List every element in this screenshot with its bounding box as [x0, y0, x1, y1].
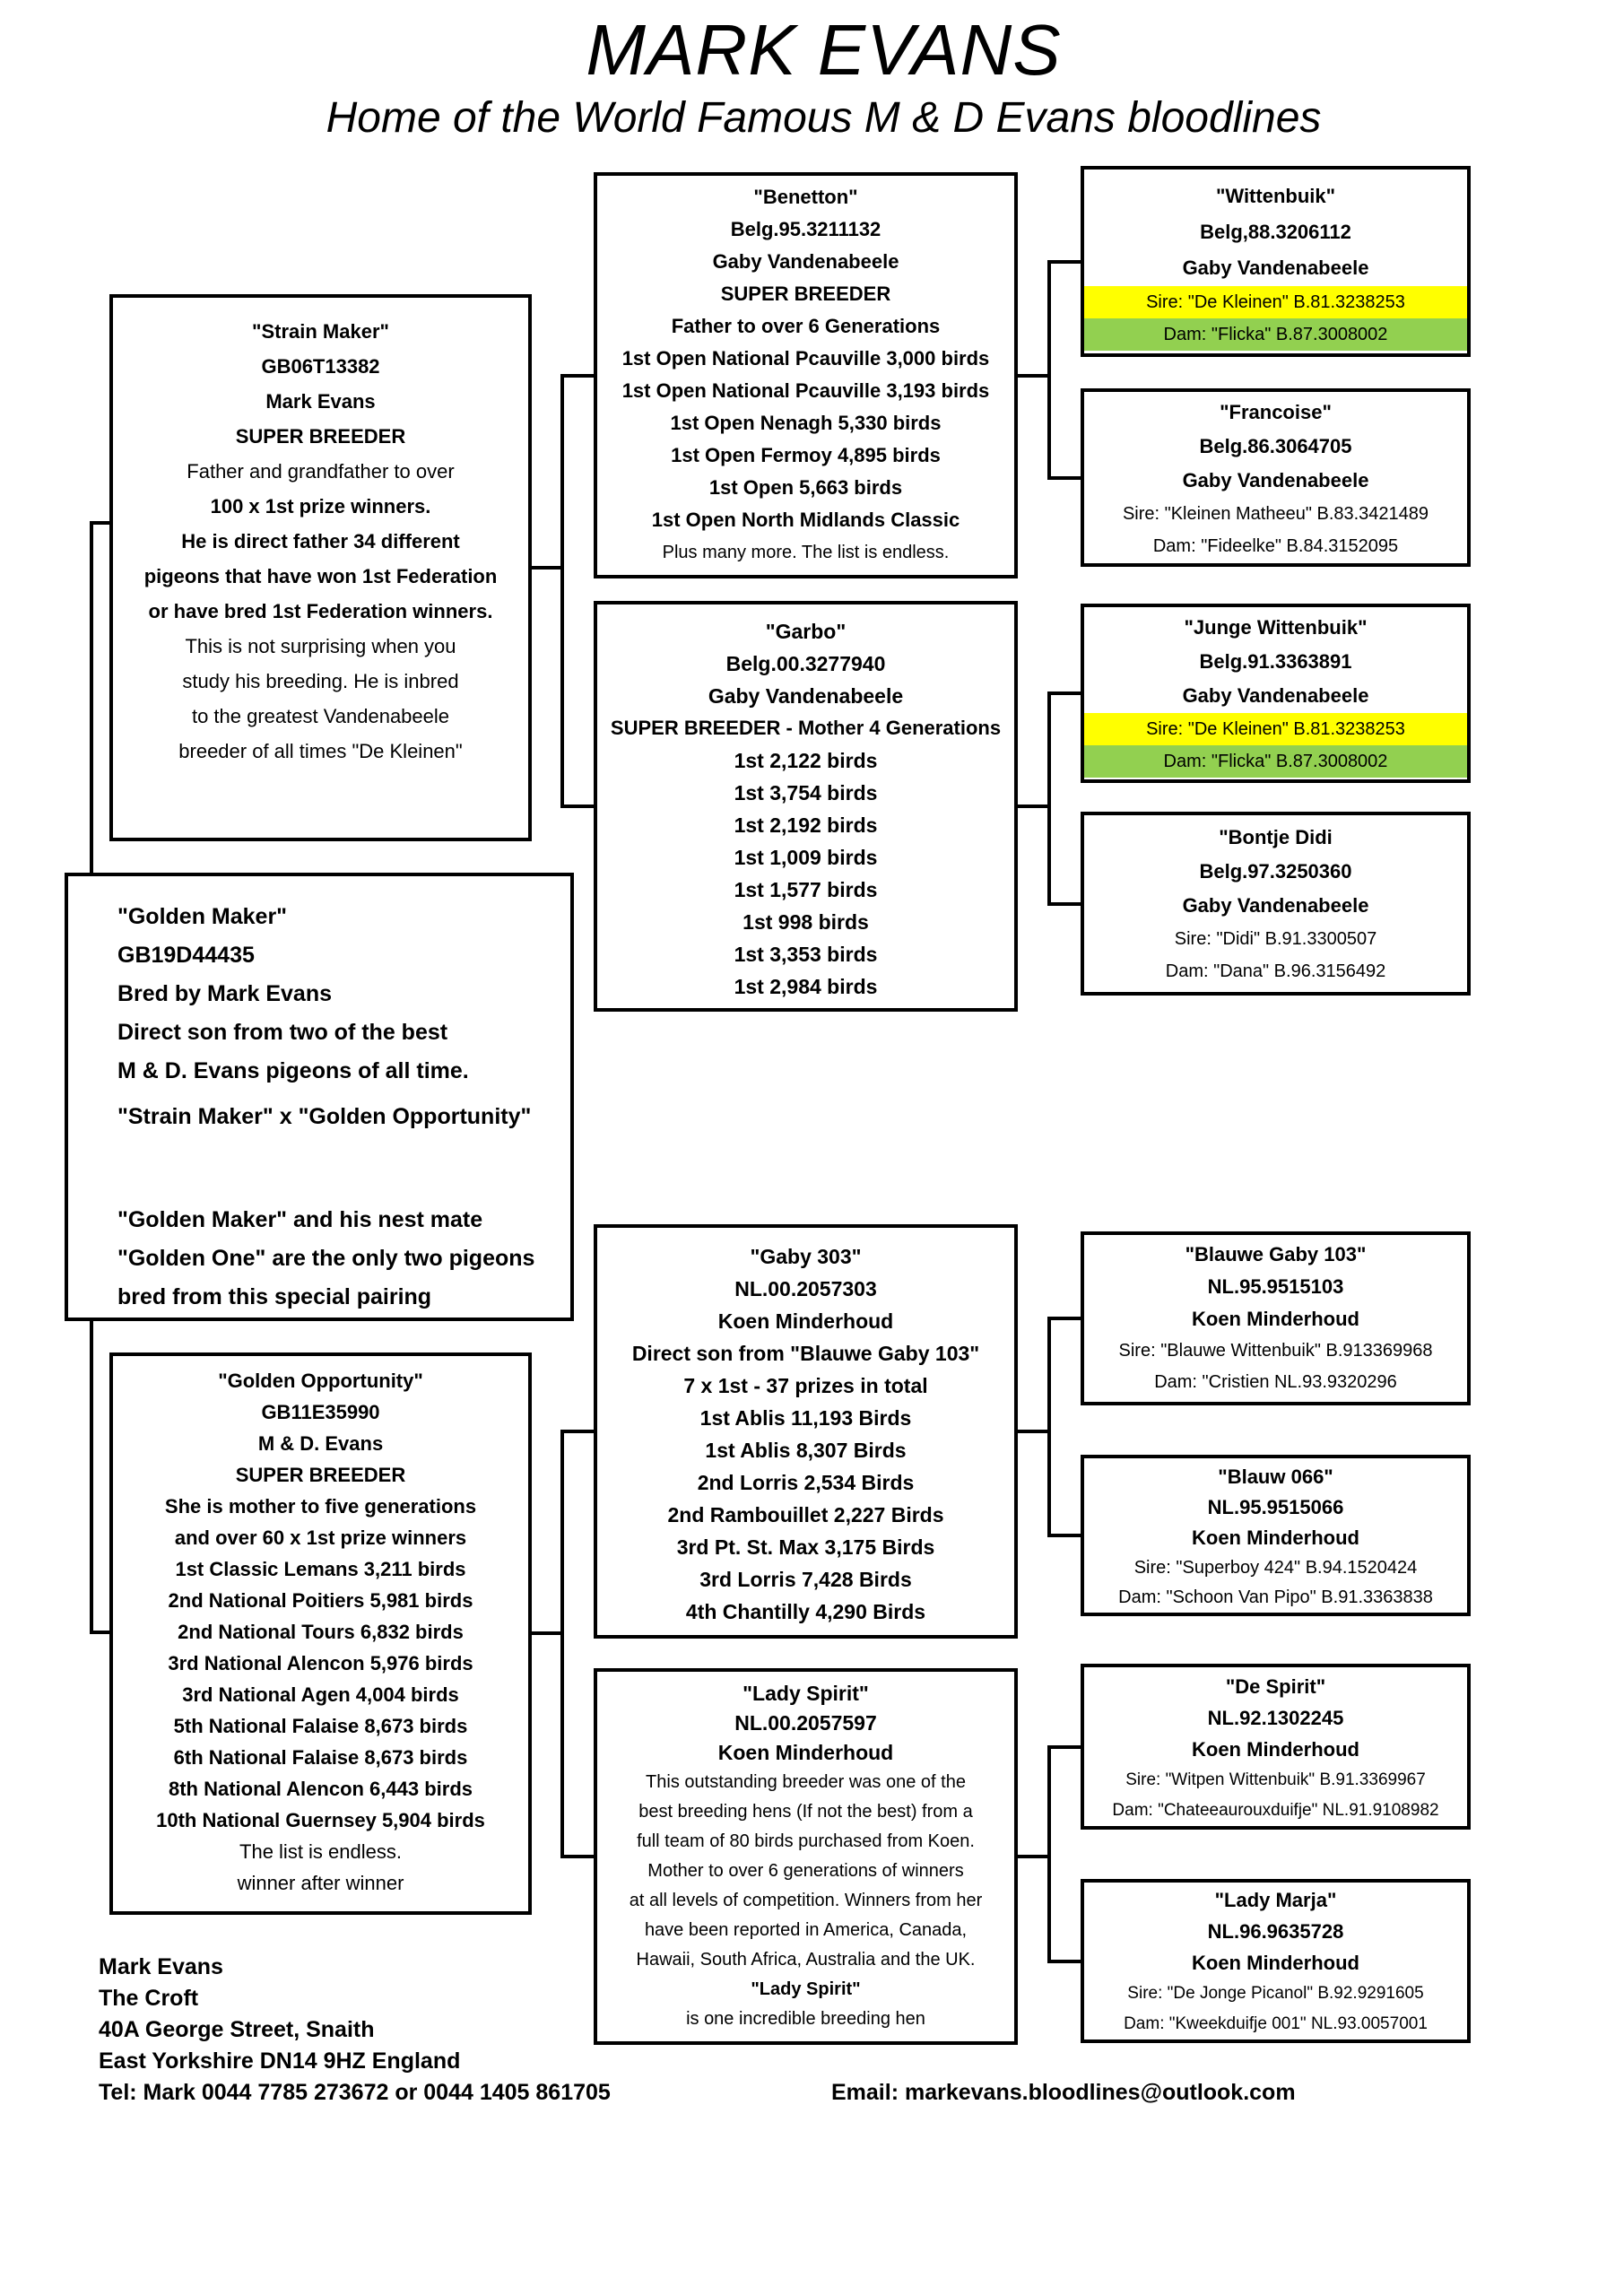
- pedigree-box-gaby-303-line: 7 x 1st - 37 prizes in total: [683, 1374, 928, 1397]
- contact-address-line-2: 40A George Street, Snaith: [99, 2017, 375, 2042]
- pedigree-box-francoise-line: "Francoise": [1220, 401, 1332, 423]
- page-title: MARK EVANS: [586, 10, 1062, 90]
- pedigree-box-garbo-line: 1st 2,122 birds: [734, 749, 878, 772]
- connector-line: [560, 1430, 594, 1433]
- pedigree-box-golden-opportunity-line: The list is endless.: [239, 1840, 402, 1863]
- connector-line: [1047, 1534, 1081, 1537]
- pedigree-box-garbo-line: Belg.00.3277940: [725, 652, 886, 675]
- connector-line: [90, 1321, 93, 1634]
- pedigree-box-benetton-line: 1st Open North Midlands Classic: [651, 509, 960, 531]
- connector-line: [560, 1855, 594, 1858]
- pedigree-box-golden-opportunity: [109, 1352, 532, 1915]
- pedigree-box-gaby-303-line: 2nd Rambouillet 2,227 Birds: [667, 1503, 944, 1526]
- contact-telephone: Tel: Mark 0044 7785 273672 or 0044 1405 861705: [99, 2080, 611, 2105]
- connector-line: [1047, 260, 1051, 480]
- pedigree-box-bontje-didi-line: Belg.97.3250360: [1199, 860, 1352, 883]
- pedigree-box-golden-opportunity-line: M & D. Evans: [257, 1432, 384, 1455]
- pedigree-box-lady-marja-line: Dam: "Kweekduifje 001" NL.93.0057001: [1124, 2014, 1428, 2033]
- pedigree-box-francoise-line: Dam: "Fideelke" B.84.3152095: [1152, 536, 1399, 556]
- pedigree-box-gaby-303-line: 4th Chantilly 4,290 Birds: [685, 1600, 926, 1623]
- pedigree-box-garbo: [594, 601, 1018, 1012]
- pedigree-box-garbo-line: Gaby Vandenabeele: [708, 684, 904, 708]
- pedigree-box-bontje-didi-line: Gaby Vandenabeele: [1182, 894, 1369, 917]
- pedigree-box-benetton-line: Plus many more. The list is endless.: [662, 543, 950, 562]
- pedigree-box-golden-opportunity-line: 10th National Guernsey 5,904 birds: [156, 1809, 485, 1831]
- pedigree-box-lady-spirit-line: full team of 80 birds purchased from Koen.: [637, 1831, 975, 1851]
- pedigree-box-blauwe-gaby-103-line: "Blauwe Gaby 103": [1185, 1243, 1367, 1265]
- pedigree-box-golden-maker-line: "Strain Maker" x "Golden Opportunity": [117, 1104, 532, 1129]
- pedigree-box-wittenbuik: [1081, 166, 1471, 357]
- pedigree-box-blauwe-gaby-103-line: Koen Minderhoud: [1192, 1308, 1359, 1330]
- pedigree-box-lady-marja-line: Koen Minderhoud: [1192, 1952, 1359, 1974]
- pedigree-box-strain-maker-line: study his breeding. He is inbred: [182, 670, 459, 692]
- connector-line: [90, 521, 93, 873]
- pedigree-box-lady-marja-line: Sire: "De Jonge Picanol" B.92.9291605: [1127, 1984, 1424, 2003]
- pedigree-box-lady-spirit-line: "Lady Spirit": [751, 1979, 861, 1999]
- connector-line: [1047, 476, 1081, 480]
- pedigree-box-strain-maker-line: to the greatest Vandenabeele: [191, 705, 450, 727]
- pedigree-box-lady-spirit-line: have been reported in America, Canada,: [644, 1920, 968, 1940]
- pedigree-box-benetton-line: Father to over 6 Generations: [671, 315, 941, 337]
- pedigree-box-garbo-line: 1st 3,754 birds: [734, 781, 878, 804]
- pedigree-box-de-spirit-line: NL.92.1302245: [1207, 1707, 1344, 1729]
- pedigree-box-strain-maker-line: pigeons that have won 1st Federation: [143, 565, 498, 587]
- pedigree-box-golden-maker-line: "Golden Maker": [117, 904, 288, 929]
- pedigree-box-lady-spirit-line: "Lady Spirit": [743, 1682, 869, 1705]
- pedigree-box-garbo-line: 1st 2,192 birds: [734, 813, 878, 837]
- pedigree-box-benetton-line: 1st Open 5,663 birds: [708, 476, 903, 499]
- connector-line: [1018, 1430, 1051, 1433]
- pedigree-box-blauw-066-line: Sire: "Superboy 424" B.94.1520424: [1133, 1558, 1418, 1578]
- pedigree-box-lady-spirit-line: is one incredible breeding hen: [686, 2009, 925, 2029]
- pedigree-box-golden-maker-line: M & D. Evans pigeons of all time.: [117, 1058, 469, 1083]
- pedigree-box-bontje-didi-line: Dam: "Dana" B.96.3156492: [1165, 961, 1386, 981]
- pedigree-box-golden-maker-line: Bred by Mark Evans: [117, 981, 332, 1006]
- pedigree-box-strain-maker: [109, 294, 532, 841]
- pedigree-box-garbo-line: "Garbo": [765, 620, 847, 643]
- pedigree-box-blauw-066-line: "Blauw 066": [1218, 1465, 1333, 1488]
- pedigree-box-blauwe-gaby-103-line: Dam: "Cristien NL.93.9320296: [1154, 1372, 1397, 1392]
- pedigree-box-lady-spirit-line: This outstanding breeder was one of the: [646, 1772, 966, 1792]
- pedigree-box-blauwe-gaby-103-line: NL.95.9515103: [1207, 1275, 1344, 1298]
- pedigree-box-garbo-line: SUPER BREEDER - Mother 4 Generations: [610, 717, 1002, 739]
- contact-address-line-3: East Yorkshire DN14 9HZ England: [99, 2048, 461, 2074]
- pedigree-box-strain-maker-line: He is direct father 34 different: [181, 530, 460, 552]
- pedigree-box-junge-wittenbuik-line: Gaby Vandenabeele: [1182, 684, 1369, 707]
- pedigree-box-strain-maker-line: SUPER BREEDER: [235, 425, 406, 448]
- pedigree-box-lady-marja-line: NL.96.9635728: [1207, 1920, 1344, 1943]
- pedigree-box-junge-wittenbuik-line: Belg.91.3363891: [1199, 650, 1352, 673]
- pedigree-box-bontje-didi-line: Sire: "Didi" B.91.3300507: [1174, 929, 1377, 949]
- pedigree-box-benetton-line: Gaby Vandenabeele: [712, 250, 899, 273]
- connector-line: [1047, 691, 1051, 906]
- pedigree-box-blauw-066: [1081, 1455, 1471, 1616]
- connector-line: [532, 566, 564, 570]
- connector-line: [1047, 1317, 1081, 1320]
- pedigree-box-lady-marja-line: "Lady Marja": [1214, 1889, 1337, 1911]
- pedigree-box-benetton-line: 1st Open National Pcauville 3,193 birds: [621, 379, 990, 402]
- pedigree-box-strain-maker-line: Father and grandfather to over: [187, 460, 455, 483]
- pedigree-box-lady-spirit-line: NL.00.2057597: [734, 1711, 877, 1735]
- pedigree-box-blauwe-gaby-103: [1081, 1231, 1471, 1405]
- connector-line: [1047, 902, 1081, 906]
- pedigree-box-junge-wittenbuik: [1081, 604, 1471, 783]
- connector-line: [1047, 260, 1081, 264]
- connector-line: [560, 374, 594, 378]
- pedigree-box-de-spirit-line: "De Spirit": [1225, 1675, 1326, 1698]
- pedigree-box-benetton-line: SUPER BREEDER: [720, 283, 891, 305]
- pedigree-box-de-spirit: [1081, 1664, 1471, 1830]
- pedigree-box-golden-opportunity-line: She is mother to five generations: [164, 1495, 477, 1518]
- pedigree-box-golden-opportunity-line: "Golden Opportunity": [218, 1370, 423, 1392]
- pedigree-box-lady-spirit-line: Hawaii, South Africa, Australia and the UK.: [636, 1950, 976, 1970]
- pedigree-box-benetton-line: 1st Open Fermoy 4,895 birds: [671, 444, 941, 466]
- pedigree-box-strain-maker-line: breeder of all times "De Kleinen": [178, 740, 463, 762]
- pedigree-box-benetton-line: 1st Open National Pcauville 3,000 birds: [621, 347, 990, 370]
- pedigree-box-gaby-303-line: Koen Minderhoud: [717, 1309, 894, 1333]
- pedigree-box-lady-spirit-line: at all levels of competition. Winners from her: [629, 1891, 983, 1910]
- pedigree-box-golden-opportunity-line: and over 60 x 1st prize winners: [174, 1526, 467, 1549]
- pedigree-box-golden-maker-line: GB19D44435: [117, 943, 255, 968]
- pedigree-box-lady-spirit-line: Koen Minderhoud: [717, 1741, 894, 1764]
- connector-line: [532, 1631, 564, 1635]
- connector-line: [560, 804, 594, 808]
- pedigree-box-benetton-line: 1st Open Nenagh 5,330 birds: [670, 412, 942, 434]
- connector-line: [1018, 1855, 1051, 1858]
- connector-line: [90, 1631, 109, 1634]
- pedigree-box-bontje-didi: [1081, 812, 1471, 996]
- pedigree-box-blauw-066-line: NL.95.9515066: [1207, 1496, 1344, 1518]
- contact-name: Mark Evans: [99, 1954, 223, 1979]
- pedigree-box-gaby-303-line: 2nd Lorris 2,534 Birds: [697, 1471, 915, 1494]
- pedigree-box-garbo-line: 1st 1,577 birds: [734, 878, 878, 901]
- pedigree-box-golden-opportunity-line: 5th National Falaise 8,673 birds: [173, 1715, 468, 1737]
- pedigree-box-benetton-line: Belg.95.3211132: [730, 218, 881, 240]
- pedigree-box-wittenbuik-line: Gaby Vandenabeele: [1182, 257, 1369, 279]
- pedigree-box-benetton-line: "Benetton": [753, 186, 858, 208]
- pedigree-box-gaby-303-line: NL.00.2057303: [734, 1277, 877, 1300]
- pedigree-box-golden-opportunity-line: 2nd National Poitiers 5,981 birds: [168, 1589, 473, 1612]
- pedigree-box-de-spirit-line: Sire: "Witpen Wittenbuik" B.91.3369967: [1125, 1770, 1426, 1789]
- pedigree-box-golden-opportunity-line: 3rd National Alencon 5,976 birds: [168, 1652, 473, 1674]
- pedigree-box-golden-opportunity-line: GB11E35990: [261, 1401, 380, 1423]
- pedigree-box-bontje-didi-line: "Bontje Didi: [1219, 826, 1333, 848]
- pedigree-box-golden-opportunity-line: 3rd National Agen 4,004 birds: [182, 1683, 459, 1706]
- pedigree-box-strain-maker-line: Mark Evans: [265, 390, 376, 413]
- pedigree-box-garbo-line: 1st 998 birds: [743, 910, 869, 934]
- pedigree-box-strain-maker-line: This is not surprising when you: [185, 635, 456, 657]
- pedigree-box-de-spirit-line: Dam: "Chateeaurouxduifje" NL.91.9108982: [1112, 1801, 1439, 1820]
- connector-line: [1018, 804, 1051, 808]
- pedigree-box-golden-opportunity-line: 2nd National Tours 6,832 birds: [178, 1621, 464, 1643]
- pedigree-box-wittenbuik-line: Belg,88.3206112: [1200, 221, 1351, 243]
- pedigree-box-lady-spirit-line: best breeding hens (If not the best) from a: [638, 1802, 973, 1822]
- pedigree-box-blauw-066-line: Koen Minderhoud: [1192, 1526, 1359, 1549]
- pedigree-box-golden-opportunity-line: 8th National Alencon 6,443 birds: [168, 1778, 473, 1800]
- connector-line: [1047, 691, 1081, 695]
- pedigree-box-golden-opportunity-line: SUPER BREEDER: [235, 1464, 406, 1486]
- pedigree-box-benetton: [594, 172, 1018, 578]
- pedigree-box-francoise: [1081, 388, 1471, 567]
- pedigree-box-gaby-303-line: 1st Ablis 8,307 Birds: [705, 1439, 907, 1462]
- connector-line: [560, 374, 564, 808]
- pedigree-box-golden-maker-line: bred from this special pairing: [117, 1284, 432, 1309]
- pedigree-box-golden-maker-line: Direct son from two of the best: [117, 1020, 448, 1045]
- pedigree-box-golden-maker-line: "Golden Maker" and his nest mate: [117, 1207, 483, 1232]
- pedigree-box-junge-wittenbuik-line: "Junge Wittenbuik": [1184, 616, 1368, 639]
- pedigree-box-de-spirit-line: Koen Minderhoud: [1192, 1738, 1359, 1761]
- pedigree-box-gaby-303-line: "Gaby 303": [750, 1245, 862, 1268]
- pedigree-box-golden-maker-line: "Golden One" are the only two pigeons: [117, 1246, 535, 1271]
- pedigree-box-garbo-line: 1st 2,984 birds: [734, 975, 878, 998]
- pedigree-box-blauwe-gaby-103-line: Sire: "Blauwe Wittenbuik" B.913369968: [1118, 1341, 1433, 1361]
- pedigree-box-francoise-line: Belg.86.3064705: [1199, 435, 1352, 457]
- pedigree-box-golden-opportunity-line: winner after winner: [237, 1872, 404, 1894]
- contact-address-line-1: The Croft: [99, 1986, 199, 2011]
- pedigree-box-strain-maker-line: or have bred 1st Federation winners.: [148, 600, 493, 622]
- contact-email: Email: markevans.bloodlines@outlook.com: [831, 2080, 1296, 2105]
- pedigree-box-wittenbuik-line: Sire: "De Kleinen" B.81.3238253: [1084, 286, 1467, 318]
- connector-line: [1047, 1745, 1081, 1749]
- pedigree-box-golden-opportunity-line: 1st Classic Lemans 3,211 birds: [175, 1558, 466, 1580]
- pedigree-box-wittenbuik-line: "Wittenbuik": [1215, 185, 1336, 207]
- connector-line: [1047, 1317, 1051, 1537]
- connector-line: [560, 1430, 564, 1858]
- pedigree-box-blauw-066-line: Dam: "Schoon Van Pipo" B.91.3363838: [1118, 1587, 1433, 1607]
- pedigree-box-gaby-303-line: 3rd Lorris 7,428 Birds: [699, 1568, 912, 1591]
- pedigree-box-golden-maker: [65, 873, 574, 1321]
- pedigree-box-junge-wittenbuik-line: Dam: "Flicka" B.87.3008002: [1084, 745, 1467, 778]
- connector-line: [1018, 374, 1051, 378]
- pedigree-box-garbo-line: 1st 1,009 birds: [734, 846, 878, 869]
- pedigree-box-wittenbuik-line: Dam: "Flicka" B.87.3008002: [1084, 318, 1467, 351]
- pedigree-box-gaby-303-line: 1st Ablis 11,193 Birds: [699, 1406, 912, 1430]
- pedigree-box-gaby-303-line: Direct son from "Blauwe Gaby 103": [631, 1342, 980, 1365]
- pedigree-box-strain-maker-line: "Strain Maker": [252, 320, 389, 343]
- pedigree-box-strain-maker-line: 100 x 1st prize winners.: [210, 495, 431, 517]
- pedigree-box-golden-opportunity-line: 6th National Falaise 8,673 birds: [173, 1746, 468, 1769]
- contact-tel-email-row: [99, 2077, 1489, 2109]
- pedigree-box-lady-spirit-line: Mother to over 6 generations of winners: [647, 1861, 964, 1881]
- connector-line: [1047, 1745, 1051, 1963]
- pedigree-box-gaby-303: [594, 1224, 1018, 1639]
- pedigree-box-francoise-line: Sire: "Kleinen Matheeu" B.83.3421489: [1122, 504, 1429, 524]
- pedigree-box-junge-wittenbuik-line: Sire: "De Kleinen" B.81.3238253: [1084, 713, 1467, 745]
- contact-block: [99, 1952, 1489, 2109]
- pedigree-box-francoise-line: Gaby Vandenabeele: [1182, 469, 1369, 491]
- pedigree-box-garbo-line: 1st 3,353 birds: [734, 943, 878, 966]
- pedigree-box-gaby-303-line: 3rd Pt. St. Max 3,175 Birds: [676, 1535, 935, 1559]
- pedigree-box-strain-maker-line: GB06T13382: [261, 355, 380, 378]
- page-subtitle: Home of the World Famous M & D Evans bloodlines: [326, 94, 1322, 142]
